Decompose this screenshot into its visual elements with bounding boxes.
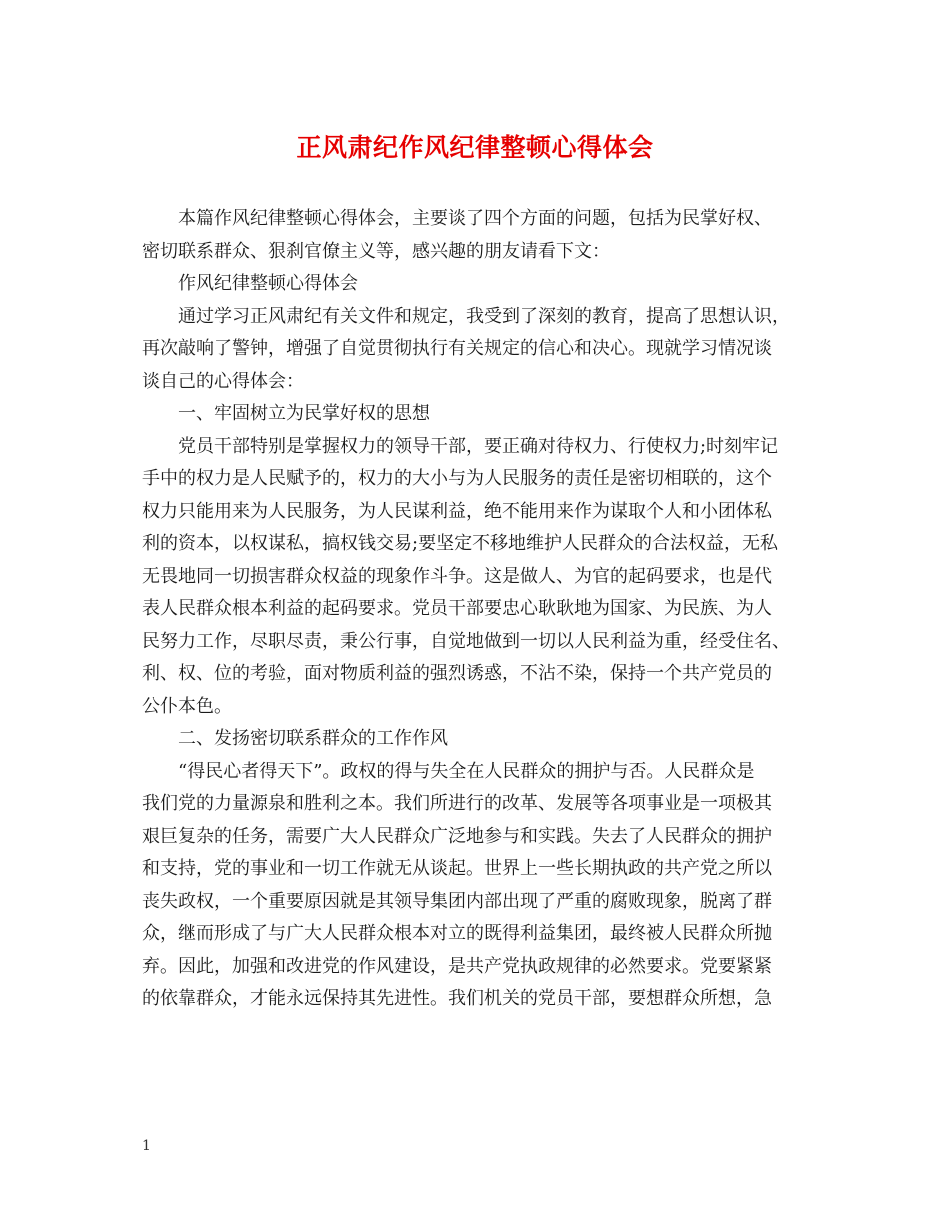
paragraph-body [142, 301, 812, 399]
text-line: 无畏地同一切损害群众权益的现象作斗争。这是做人、为官的起码要求，也是代 [142, 565, 772, 587]
text-line: 手中的权力是人民赋予的，权力的大小与为人民服务的责任是密切相联的，这个 [142, 468, 772, 489]
paragraph-subtitle [142, 268, 812, 301]
text-line: 众，继而形成了与广大人民群众根本对立的既得利益集团，最终被人民群众所抛 [142, 923, 772, 944]
section-heading [142, 723, 812, 756]
text-line: 公仆本色。 [142, 695, 232, 717]
text-line: 作风纪律整顿心得体会 [178, 273, 358, 294]
page-number: 1 [142, 1138, 151, 1154]
text-line: 和支持，党的事业和一切工作就无从谈起。世界上一些长期执政的共产党之所以 [142, 858, 772, 879]
text-line: 通过学习正风肃纪有关文件和规定，我受到了深刻的教育，提高了思想认识， [178, 305, 790, 327]
text-line: 党员干部特别是掌握权力的领导干部，要正确对待权力、行使权力;时刻牢记 [178, 435, 779, 457]
paragraph-body [142, 756, 812, 1016]
text-line: 民努力工作，尽职尽责，秉公行事，自觉地做到一切以人民利益为重，经受住名、 [142, 630, 790, 652]
text-line: 的依靠群众，才能永远保持其先进性。我们机关的党员干部，要想群众所想，急 [142, 988, 772, 1009]
text-line: 本篇作风纪律整顿心得体会，主要谈了四个方面的问题，包括为民掌好权、 [178, 208, 772, 229]
document-body [142, 203, 812, 1016]
text-line: 我们党的力量源泉和胜利之本。我们所进行的改革、发展等各项事业是一项极其 [142, 793, 772, 814]
text-line: 丧失政权，一个重要原因就是其领导集团内部出现了严重的腐败现象，脱离了群 [142, 890, 772, 912]
section-heading [142, 398, 812, 431]
text-line: 二、发扬密切联系群众的工作作风 [178, 728, 448, 749]
text-line: 一、牢固树立为民掌好权的思想 [178, 403, 430, 424]
text-line: 弃。因此，加强和改进党的作风建设，是共产党执政规律的必然要求。党要紧紧 [142, 955, 772, 977]
document-title: 正风肃纪作风纪律整顿心得体会 [296, 133, 654, 162]
paragraph-body [142, 431, 812, 724]
text-line: “得民心者得天下”。政权的得与失全在人民群众的拥护与否。人民群众是 [178, 760, 755, 782]
text-line: 表人民群众根本利益的起码要求。党员干部要忠心耿耿地为国家、为民族、为人 [142, 598, 772, 619]
text-line: 利、权、位的考验，面对物质利益的强烈诱惑，不沾不染，保持一个共产党员的 [142, 663, 772, 684]
text-line: 密切联系群众、狠刹官僚主义等，感兴趣的朋友请看下文： [142, 240, 610, 262]
text-line: 权力只能用来为人民服务，为人民谋利益，绝不能用来作为谋取个人和小团体私 [142, 500, 772, 522]
text-line: 再次敲响了警钟，增强了自觉贯彻执行有关规定的信心和决心。现就学习情况谈 [142, 338, 772, 359]
text-line: 利的资本，以权谋私，搞权钱交易;要坚定不移地维护人民群众的合法权益，无私 [142, 533, 779, 554]
paragraph-intro [142, 203, 812, 268]
text-line: 艰巨复杂的任务，需要广大人民群众广泛地参与和实践。失去了人民群众的拥护 [142, 825, 772, 847]
text-line: 谈自己的心得体会： [142, 370, 304, 392]
